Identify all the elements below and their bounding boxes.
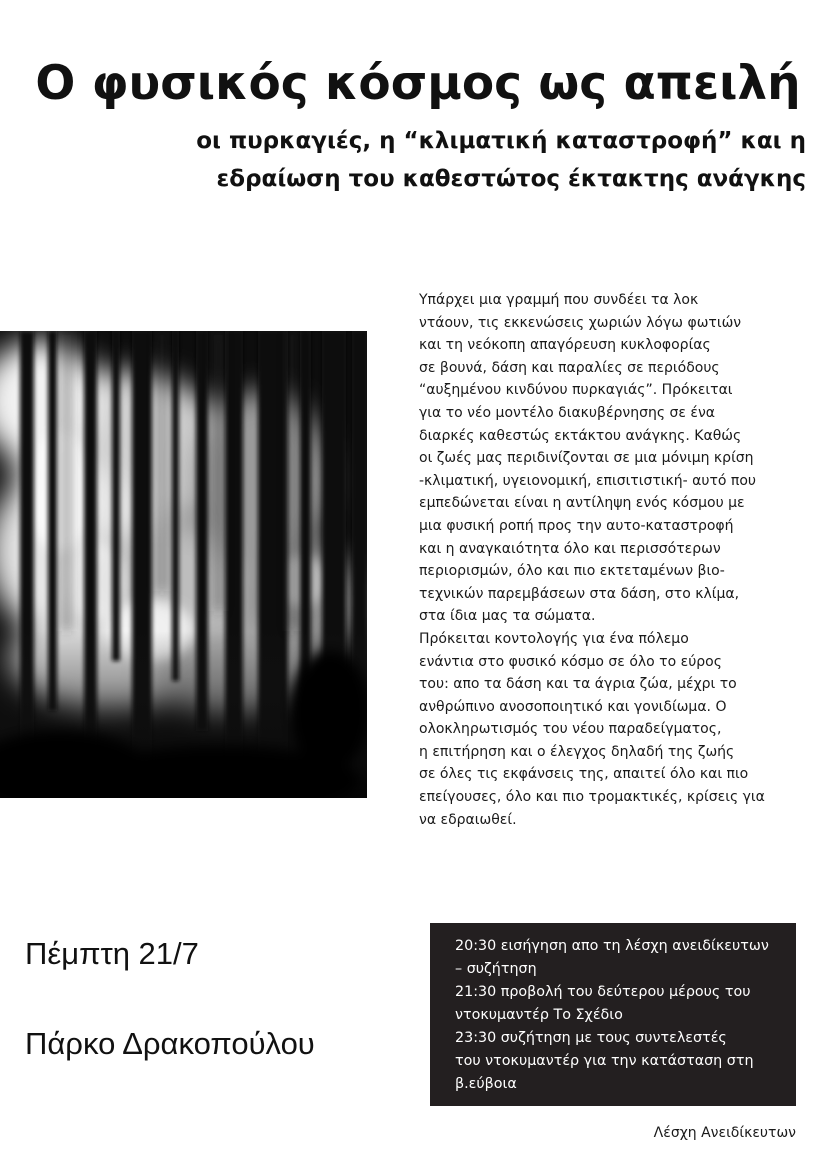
article-line: -κλιματική, υγειονομική, επισιτιστική- αυτό που — [419, 472, 757, 489]
schedule-line: 23:30 συζήτηση με τους συντελεστές — [455, 1030, 727, 1046]
poster-title: Ο φυσικός κόσμος ως απειλή — [35, 56, 801, 111]
burning-forest-photo — [0, 331, 367, 798]
subtitle-line: οι πυρκαγιές, η “κλιματική καταστροφή” και η — [196, 128, 806, 154]
organizer-signature: Λέσχη Ανειδίκευτων — [653, 1125, 796, 1141]
article-line: ανθρώπινο ανοσοποιητικό και γονιδίωμα. Ο — [419, 698, 727, 715]
article-line: και τη νεόκοπη απαγόρευση κυκλοφορίας — [419, 337, 711, 354]
event-place: Πάρκο Δρακοπούλου — [25, 1026, 315, 1061]
article-line: τεχνικών παρεμβάσεων στα δάση, στο κλίμα, — [419, 585, 740, 602]
article-line: σε όλες τις εκφάνσεις της, απαιτεί όλο και πιο — [419, 766, 749, 783]
schedule-line: 20:30 εισήγηση απο τη λέσχη ανειδίκευτων — [455, 938, 769, 954]
article-line: οι ζωές μας περιδινίζονται σε μια μόνιμη κρίση — [419, 450, 754, 467]
article-line: ντάουν, τις εκκενώσεις χωριών λόγω φωτιών — [419, 314, 742, 331]
schedule-line: ντοκυμαντέρ Το Σχέδιο — [455, 1007, 623, 1023]
article-text — [419, 289, 809, 831]
article-line: “αυξημένου κινδύνου πυρκαγιάς”. Πρόκειται — [419, 382, 733, 399]
article-line: Πρόκειται κοντολογής για ένα πόλεμο — [419, 630, 689, 647]
article-line: μια φυσική ροπή προς την αυτο-καταστροφή — [419, 517, 734, 534]
schedule-box — [430, 923, 796, 1106]
article-line: Υπάρχει μια γραμμή που συνδέει τα λοκ — [419, 292, 699, 308]
article-line: εμπεδώνεται είναι η αντίληψη ενός κόσμου με — [419, 495, 745, 512]
poster-subtitle — [86, 122, 806, 198]
article-line: να εδραιωθεί. — [419, 811, 517, 828]
subtitle-line: εδραίωση του καθεστώτος έκτακτης ανάγκης — [216, 166, 806, 192]
article-line: περιορισμών, όλο και πιο εκτεταμένων βιο- — [419, 563, 725, 580]
article-line: ολοκληρωτισμός του νέου παραδείγματος, — [419, 721, 722, 738]
article-line: στα ίδια μας τα σώματα. — [419, 608, 596, 625]
article-line: η επιτήρηση και ο έλεγχος δηλαδή της ζωής — [419, 743, 735, 760]
schedule-line: του ντοκυμαντέρ για την κατάσταση στη — [455, 1053, 754, 1069]
article-line: σε βουνά, δάση και παραλίες σε περιόδους — [419, 359, 720, 376]
article-line: ενάντια στο φυσικό κόσμο σε όλο το εύρος — [419, 653, 722, 670]
article-line: του: απο τα δάση και τα άγρια ζώα, μέχρι το — [419, 676, 737, 693]
article-line: για το νέο μοντέλο διακυβέρνησης σε ένα — [419, 404, 716, 421]
schedule-line: β.εύβοια — [455, 1076, 517, 1092]
article-line: επείγουσες, όλο και πιο τρομακτικές, κρίσεις για — [419, 789, 765, 806]
article-line: διαρκές καθεστώς εκτάκτου ανάγκης. Καθώς — [419, 427, 742, 444]
schedule-line: 21:30 προβολή του δεύτερου μέρους του — [455, 984, 751, 1000]
article-line: και η αναγκαιότητα όλο και περισσότερων — [419, 540, 721, 557]
event-date: Πέμπτη 21/7 — [25, 936, 199, 971]
schedule-line: – συζήτηση — [455, 961, 537, 977]
